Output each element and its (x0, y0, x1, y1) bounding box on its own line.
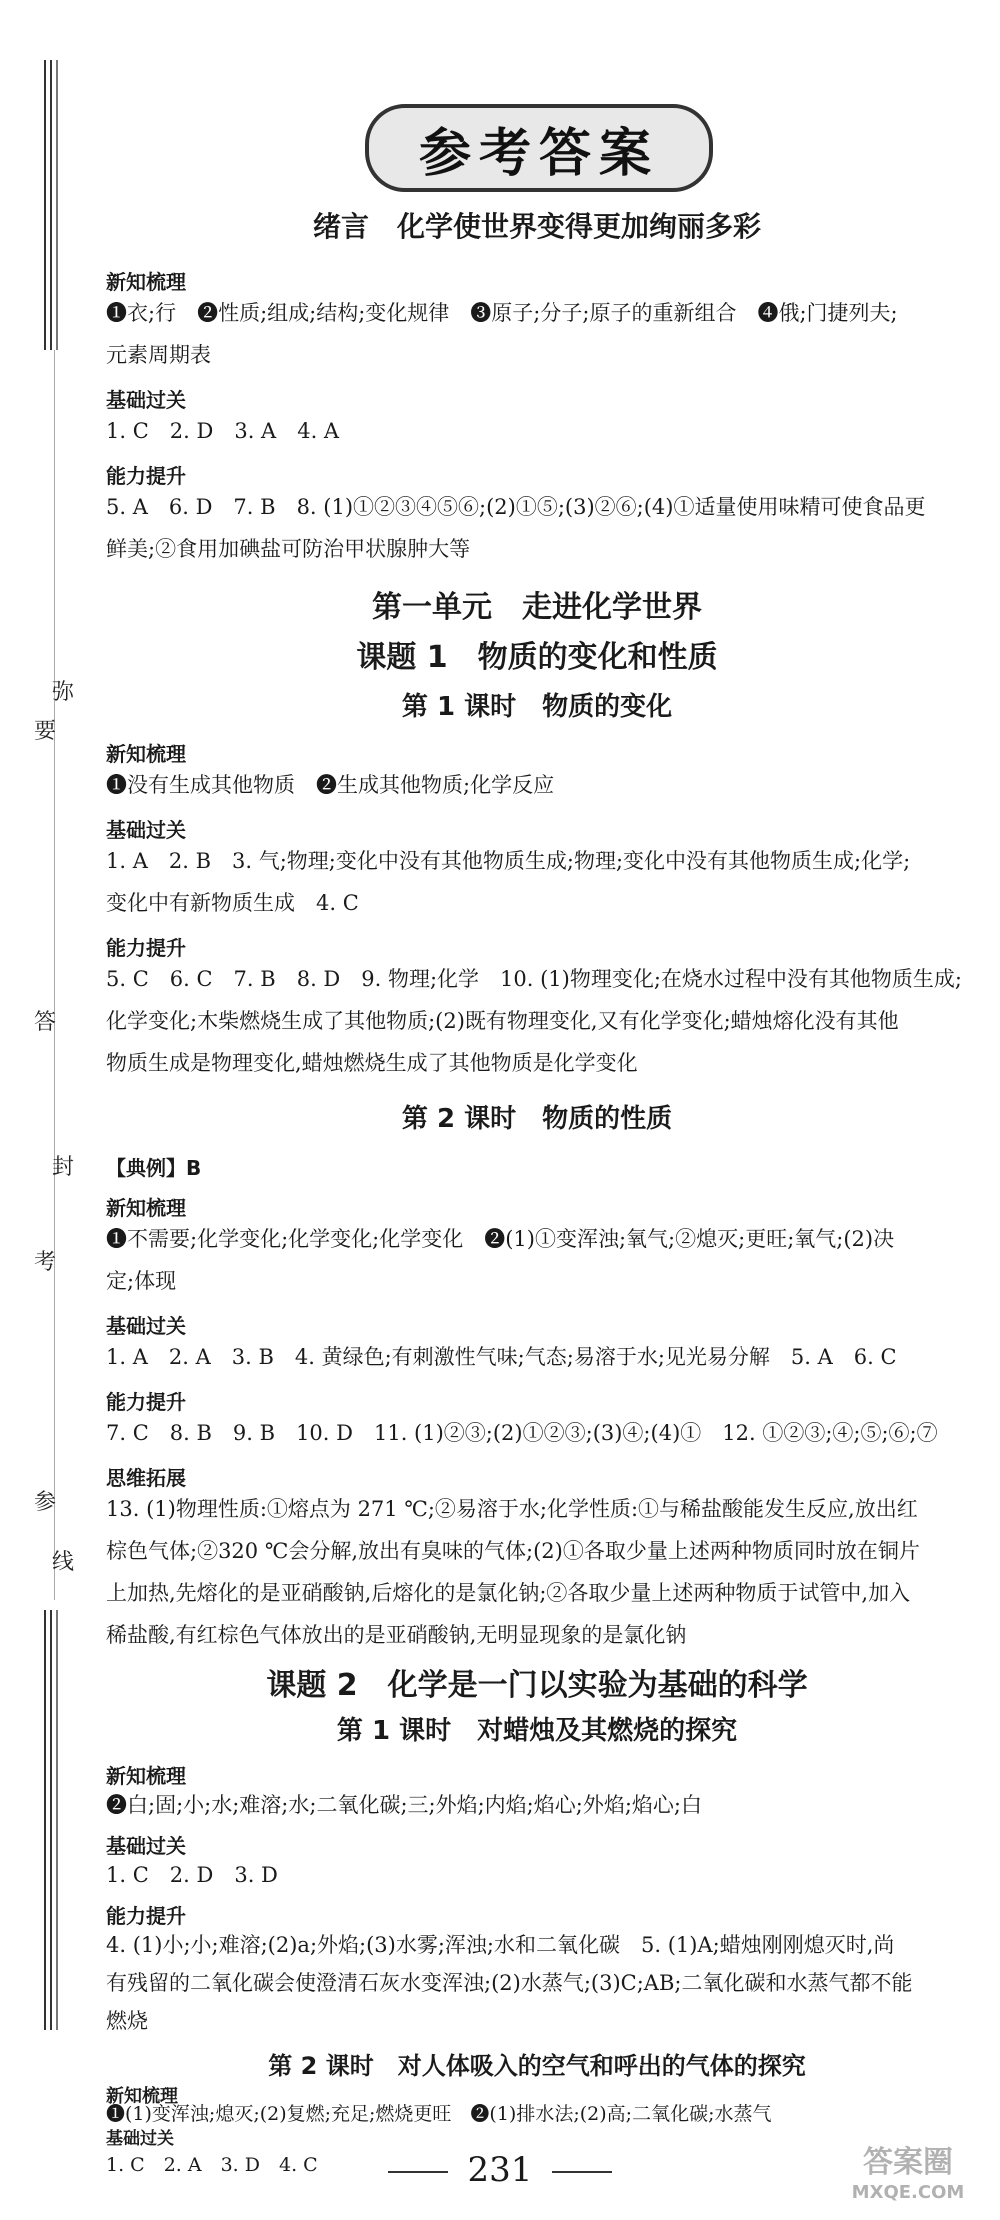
answer-line: 5. C 6. C 7. B 8. D 9. 物理;化学 10. (1)物理变化;在烧水过程中没有其他物质生成; (106, 967, 963, 991)
answer-line: 鲜美;②食用加碘盐可防治甲状腺肿大等 (106, 537, 471, 561)
margin-rule-mid (54, 350, 55, 1600)
answer-line: ❷白;固;小;水;难溶;水;二氧化碳;三;外焰;内焰;焰心;外焰;焰心;白 (106, 1793, 702, 1817)
answer-line: 化学变化;木柴燃烧生成了其他物质;(2)既有物理变化,又有化学变化;蜡烛熔化没有其他 (106, 1009, 899, 1033)
section-label: 基础过关 (106, 818, 186, 842)
answer-line: ❶衣;行 ❷性质;组成;结构;变化规律 ❸原子;分子;原子的重新组合 ❹俄;门捷列夫; (106, 301, 898, 325)
section-label: 能力提升 (106, 1904, 186, 1928)
section-label: 思维拓展 (106, 1466, 186, 1490)
lesson-title: 第 1 课时 对蜡烛及其燃烧的探究 (336, 1716, 738, 1746)
margin-rule-bottom-1 (44, 1610, 46, 2030)
answer-line: 稀盐酸,有红棕色气体放出的是亚硝酸钠,无明显现象的是氯化钠 (106, 1623, 687, 1647)
answer-line: 13. (1)物理性质:①熔点为 271 ℃;②易溶于水;化学性质:①与稀盐酸能发生反应,放出红 (106, 1497, 918, 1521)
section-label: 基础过关 (106, 2129, 174, 2149)
answer-line: 元素周期表 (106, 343, 211, 367)
margin-char: 参 (34, 1490, 57, 1515)
answer-line: 1. C 2. D 3. D (106, 1863, 278, 1887)
section-label: 基础过关 (106, 1314, 186, 1338)
example-label: 【典例】B (106, 1156, 202, 1180)
section-label: 能力提升 (106, 1390, 186, 1414)
margin-rule-top-2 (50, 60, 52, 350)
answer-line: 定;体现 (106, 1269, 177, 1293)
margin-char: 封 (52, 1155, 75, 1180)
answer-line: 4. (1)小;小;难溶;(2)a;外焰;(3)水雾;浑浊;水和二氧化碳 5. (1)A;蜡烛刚刚熄灭时,尚 (106, 1933, 895, 1957)
answer-line: 1. A 2. B 3. 气;物理;变化中没有其他物质生成;物理;变化中没有其他物质生成;化学; (106, 849, 911, 873)
margin-rule-top-3 (56, 60, 58, 350)
section-label: 新知梳理 (106, 270, 186, 294)
page-number-value: 231 (467, 2150, 533, 2190)
answer-line: ❶不需要;化学变化;化学变化;化学变化 ❷(1)①变浑浊;氧气;②熄灭;更旺;氧气;(2)决 (106, 1227, 895, 1251)
intro-title: 绪言 化学使世界变得更加绚丽多彩 (312, 210, 761, 243)
section-label: 能力提升 (106, 464, 186, 488)
watermark-url: MXQE.COM (851, 2182, 965, 2203)
section-label: 新知梳理 (106, 2086, 178, 2107)
section-label: 新知梳理 (106, 1764, 186, 1788)
margin-char: 弥 (52, 680, 75, 705)
page-number-rule-left (388, 2171, 448, 2173)
answer-key-banner: 参考答案 (365, 104, 713, 192)
lesson-title: 第 2 课时 物质的性质 (401, 1104, 673, 1134)
section-label: 能力提升 (106, 936, 186, 960)
answer-line: ❶没有生成其他物质 ❷生成其他物质;化学反应 (106, 773, 555, 797)
margin-char: 答 (34, 1010, 57, 1035)
answer-line: 上加热,先熔化的是亚硝酸钠,后熔化的是氯化钠;②各取少量上述两种物质于试管中,加入 (106, 1581, 911, 1605)
answer-line: 1. C 2. A 3. D 4. C (106, 2154, 318, 2176)
unit-title: 第一单元 走进化学世界 (372, 590, 702, 625)
margin-rule-top-1 (44, 60, 46, 350)
answer-line: 有残留的二氧化碳会使澄清石灰水变浑浊;(2)水蒸气;(3)C;AB;二氧化碳和水蒸气都不能 (106, 1971, 913, 1995)
answer-line: 7. C 8. B 9. B 10. D 11. (1)②③;(2)①②③;(3)④;(4)① 12. ①②③;④;⑤;⑥;⑦ (106, 1421, 938, 1445)
answer-line: 变化中有新物质生成 4. C (106, 891, 359, 915)
answer-line: 燃烧 (106, 2009, 148, 2033)
answer-line: ❶(1)变浑浊;熄灭;(2)复燃;充足;燃烧更旺 ❷(1)排水法;(2)高;二氧化碳;水蒸气 (106, 2103, 772, 2125)
topic-title: 课题 2 化学是一门以实验为基础的科学 (266, 1668, 808, 1703)
section-label: 基础过关 (106, 1834, 186, 1858)
margin-rule-bottom-3 (56, 1610, 58, 2030)
margin-char: 考 (34, 1250, 57, 1275)
watermark-text: 答案圈 (863, 2145, 953, 2180)
answer-line: 1. A 2. A 3. B 4. 黄绿色;有刺激性气味;气态;易溶于水;见光易分解 5. A 6. C (106, 1345, 897, 1369)
page-number-rule-right (552, 2171, 612, 2173)
topic-title: 课题 1 物质的变化和性质 (356, 640, 718, 675)
answer-line: 5. A 6. D 7. B 8. (1)①②③④⑤⑥;(2)①⑤;(3)②⑥;(4)①适量使用味精可使食品更 (106, 495, 926, 519)
watermark-logo (828, 2144, 988, 2214)
margin-char: 要 (34, 719, 57, 744)
lesson-title: 第 1 课时 物质的变化 (401, 692, 673, 722)
lesson-title: 第 2 课时 对人体吸入的空气和呼出的气体的探究 (268, 2052, 806, 2080)
section-label: 新知梳理 (106, 1196, 186, 1220)
section-label: 基础过关 (106, 388, 186, 412)
answer-line: 物质生成是物理变化,蜡烛燃烧生成了其他物质是化学变化 (106, 1051, 638, 1075)
answer-line: 1. C 2. D 3. A 4. A (106, 419, 340, 443)
margin-rule-bottom-2 (50, 1610, 52, 2030)
margin-char: 线 (52, 1550, 75, 1575)
section-label: 新知梳理 (106, 742, 186, 766)
answer-line: 棕色气体;②320 ℃会分解,放出有臭味的气体;(2)①各取少量上述两种物质同时放在铜片 (106, 1539, 920, 1563)
